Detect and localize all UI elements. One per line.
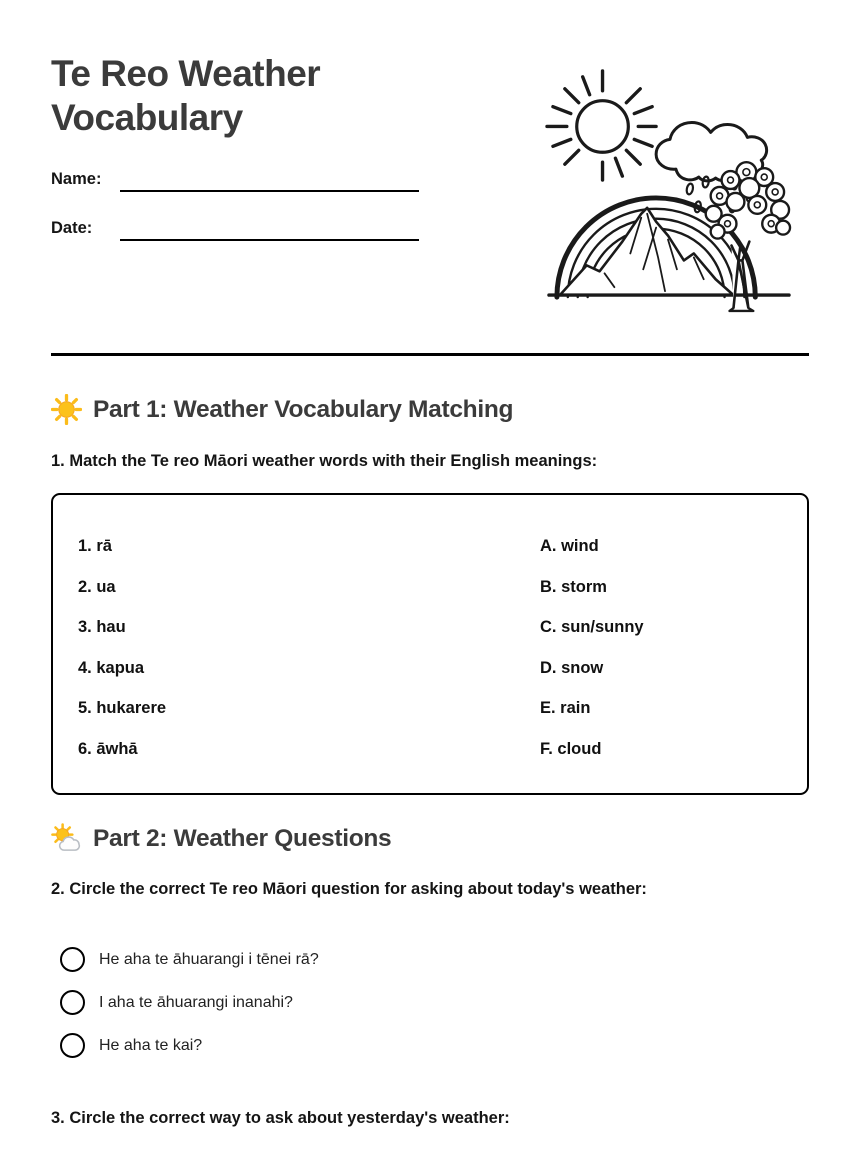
english-meaning-item[interactable]: F. cloud xyxy=(540,739,602,758)
date-input-line[interactable] xyxy=(120,217,419,241)
english-meaning-item[interactable]: E. rain xyxy=(540,699,591,717)
option-row[interactable] xyxy=(51,1033,809,1058)
matching-box xyxy=(51,493,809,795)
section-divider xyxy=(51,353,809,356)
english-meaning-item[interactable]: D. snow xyxy=(540,658,604,677)
question3-instruction: 3. Circle the correct way to ask about yesterday's weather: xyxy=(51,1109,510,1127)
name-input-line[interactable] xyxy=(120,168,419,192)
radio-circle[interactable] xyxy=(60,990,85,1015)
radio-circle[interactable] xyxy=(60,947,85,972)
part1-heading xyxy=(51,394,809,425)
question2-options xyxy=(51,947,809,1058)
sun-behind-cloud-icon xyxy=(51,823,82,854)
part1-heading-text: Part 1: Weather Vocabulary Matching xyxy=(93,395,514,423)
option-row[interactable] xyxy=(51,990,809,1015)
weather-scene-illustration xyxy=(545,57,793,315)
maori-word-item[interactable]: 5. hukarere xyxy=(78,699,167,717)
english-meaning-item[interactable]: B. storm xyxy=(540,577,607,596)
question2-instruction: 2. Circle the correct Te reo Māori question for asking about today's weather: xyxy=(51,880,647,898)
maori-word-item[interactable]: 3. hau xyxy=(78,618,126,636)
english-meaning-item[interactable]: A. wind xyxy=(540,537,599,555)
name-label: Name: xyxy=(51,170,102,188)
option-label: I aha te āhuarangi inanahi? xyxy=(99,993,293,1011)
option-label: He aha te āhuarangi i tēnei rā? xyxy=(99,950,319,968)
maori-word-item[interactable]: 4. kapua xyxy=(78,658,145,677)
maori-word-item[interactable]: 2. ua xyxy=(78,577,116,596)
option-label: He aha te kai? xyxy=(99,1036,203,1054)
part2-heading xyxy=(51,823,809,854)
question1-instruction: 1. Match the Te reo Māori weather words with their English meanings: xyxy=(51,452,598,470)
option-row[interactable] xyxy=(51,947,809,972)
page-title: Te Reo Weather Vocabulary xyxy=(51,53,321,138)
maori-word-item[interactable]: 6. āwhā xyxy=(78,739,138,758)
maori-word-item[interactable]: 1. rā xyxy=(78,537,112,555)
part2-heading-text: Part 2: Weather Questions xyxy=(93,824,392,852)
date-label: Date: xyxy=(51,219,93,237)
english-meanings-column xyxy=(540,536,807,793)
maori-words-column xyxy=(78,536,540,793)
english-meaning-item[interactable]: C. sun/sunny xyxy=(540,618,644,636)
radio-circle[interactable] xyxy=(60,1033,85,1058)
sun-icon xyxy=(51,394,82,425)
